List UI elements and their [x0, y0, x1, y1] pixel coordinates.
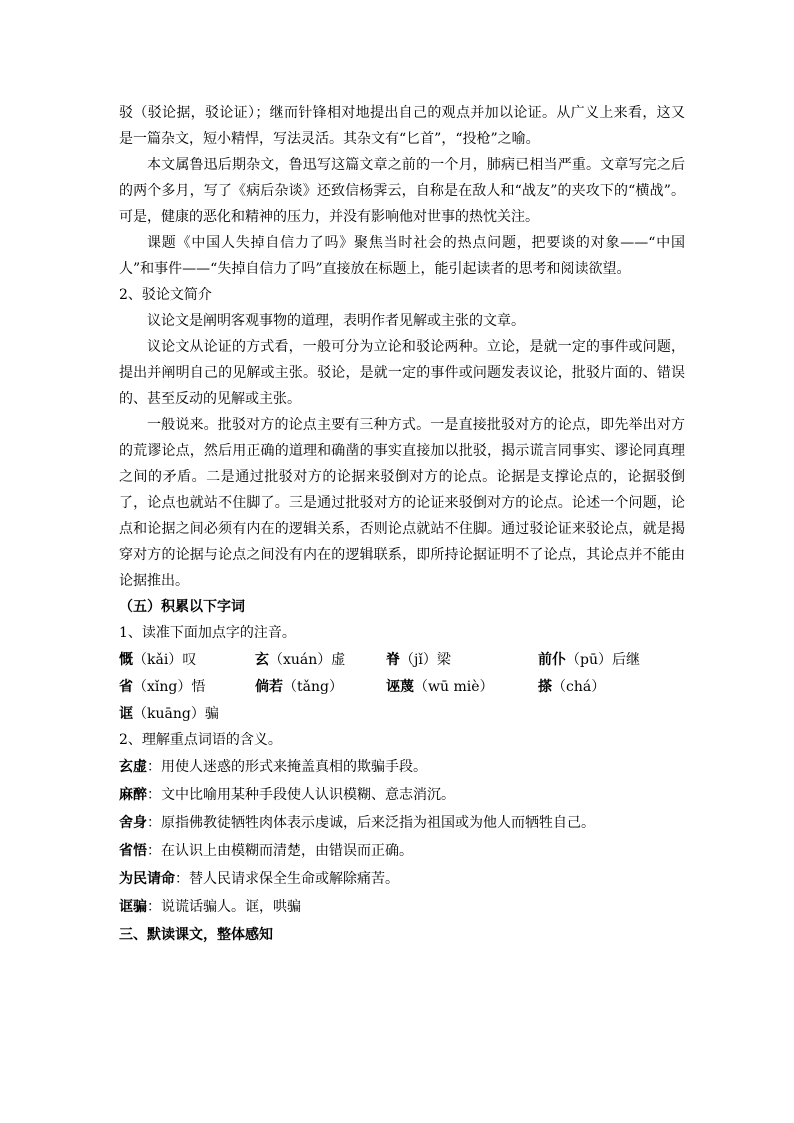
pronunciation-row: [119, 700, 685, 727]
vocabulary-item: 玄虚：用使人迷惑的形式来掩盖真相的欺骗手段。: [119, 759, 427, 775]
section-5-heading: （五）积累以下字词: [119, 599, 245, 615]
document-page: [119, 100, 685, 949]
intro-paragraph-1: 驳（驳论据，驳论证）；继而针锋相对地提出自己的观点并加以论证。从广义上来看，这又是一篇杂文，短小精悍，写法灵活。其杂文有“匕首”，“投枪”之喻。: [119, 105, 685, 147]
intro-paragraph-2: 本文属鲁迅后期杂文，鲁迅写这篇文章之前的一个月，肺病已相当严重。文章写完之后的两个多月，写了《病后杂谈》还致信杨霁云，自称是在敌人和“战友”的夹攻下的“横战”。可是，健康的恶化和精神的压力，并没有影响他对世事的热忱关注。: [119, 157, 685, 225]
pronunciation-item: 诬蔑（wū miè）: [386, 678, 494, 695]
section-2-paragraph-3: 一般说来。批驳对方的论点主要有三种方式。一是直接批驳对方的论点，即先举出对方的荒谬论点，然后用正确的道理和确凿的事实直接加以批驳，揭示谎言同事实、谬论同真理之间的矛盾。二是通过批驳对方的论据来驳倒对方的论点。论据是支撑论点的，论据驳倒了，论点也就站不住脚了。三是通过批驳对方的论证来驳倒对方的论点。论述一个问题，论点和论据之间必须有内在的逻辑关系，否则论点就站不住脚。通过驳论证来驳论点，就是揭穿对方的论据与论点之间没有内在的逻辑联系，即所持论据证明不了论点，其论点并不能由论据推出。: [119, 417, 685, 589]
pronunciation-item: 脊（jǐ）梁: [386, 651, 451, 668]
section-2-heading: 2、驳论文简介: [119, 287, 212, 303]
vocabulary-item: 诓骗：说谎话骗人。诓，哄骗: [119, 899, 301, 915]
pronunciation-item: 玄（xuán）虚: [255, 651, 346, 668]
pronunciation-item: 诓（kuāng）骗: [119, 705, 219, 722]
pronunciation-item: 省（xǐng）悟: [119, 678, 206, 695]
pronunciation-item: 倘若（tǎng）: [255, 678, 343, 695]
vocabulary-item: 舍身：原指佛教徒牺牲肉体表示虔诚，后来泛指为祖国或为他人而牺牲自己。: [119, 815, 595, 831]
pronunciation-instruction: 1、读准下面加点字的注音。: [119, 625, 296, 641]
pronunciation-item: 前仆（pū）后继: [538, 651, 640, 668]
vocabulary-item: 为民请命：替人民请求保全生命或解除痛苦。: [119, 871, 399, 887]
intro-paragraph-3: 课题《中国人失掉自信力了吗》聚焦当时社会的热点问题，把要谈的对象——“中国人”和事件——“失掉自信力了吗”直接放在标题上，能引起读者的思考和阅读欲望。: [119, 235, 685, 277]
vocabulary-item: 省悟：在认识上由模糊而清楚，由错误而正确。: [119, 843, 413, 859]
vocabulary-item: 麻醉：文中比喻用某种手段使人认识模糊、意志消沉。: [119, 787, 455, 803]
pronunciation-item: 慨（kǎi）叹: [119, 651, 197, 668]
vocabulary-instruction: 2、理解重点词语的含义。: [119, 732, 282, 748]
section-2-paragraph-2: 议论文从论证的方式看，一般可分为立论和驳论两种。立论，是就一定的事件或问题，提出并阐明自己的见解或主张。驳论，是就一定的事件或问题发表议论，批驳片面的、错误的、甚至反动的见解或主张。: [119, 339, 685, 407]
section-3-heading: 三、默读课文，整体感知: [119, 927, 273, 943]
section-2-paragraph-1: 议论文是阐明客观事物的道理，表明作者见解或主张的文章。: [147, 313, 525, 329]
pronunciation-row: [119, 646, 685, 673]
pronunciation-row: [119, 673, 685, 700]
pronunciation-item: 搽（chá）: [538, 678, 606, 695]
